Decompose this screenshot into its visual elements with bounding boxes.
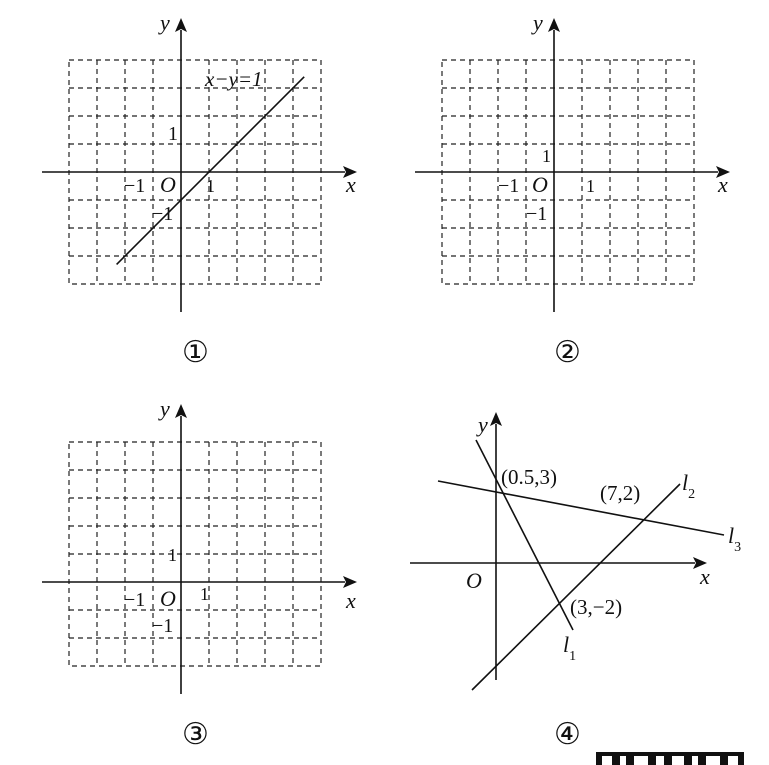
panel-4-label-l2-name: l [682,470,689,495]
panel-1-line-label: x−y=1 [205,67,263,91]
panel-1-x-label: x [346,172,356,197]
panel-1-tick-1-x: 1 [206,176,215,196]
panel-3-tick-1-x: 1 [200,584,209,604]
panel-2-y-label: y [533,10,543,35]
panel-1-tick-1-y: 1 [168,123,178,145]
panel-3-tick-1-y: 1 [168,545,177,565]
panel-2-y-arrow [548,18,560,32]
panel-1-marker: ① [182,336,209,369]
panel-2-tick-1-y: 1 [542,146,551,166]
watermark-logo [596,752,744,765]
panel-3-tick-neg1-y: −1 [152,615,174,637]
panel-4-origin-label: O [466,568,482,593]
panel-3-origin-label: O [160,586,176,611]
panel-2-x-label: x [718,172,728,197]
panel-4-point-label-a: (0.5,3) [501,465,557,489]
panel-3-marker: ③ [182,718,209,751]
panel-3-dashed-grid [69,442,321,666]
panel-2-marker: ② [554,336,581,369]
panel-4-three-lines [410,412,741,751]
panel-2-origin-label: O [532,172,548,197]
panel-4-label-l2-sub: 2 [688,487,696,502]
panel-3-coordinate-grid [42,396,357,751]
panel-4-label-l3-name: l [728,523,735,548]
panel-3-y-label: y [160,396,170,421]
panel-4-point-label-b: (7,2) [600,481,641,505]
panel-1-tick-neg1-y: −1 [152,203,174,225]
panel-4-label-l3-sub: 3 [734,540,742,555]
panel-1-line-x-minus-y-eq-1 [117,77,305,265]
panel-4-label-l3 [728,523,741,555]
panel-1-y-label: y [160,10,170,35]
panel-4-y-arrow [490,412,502,426]
panel-4-point-label-c: (3,−2) [570,595,623,619]
panel-1-origin-label: O [160,172,176,197]
panel-4-label-l1-sub: 1 [569,649,577,664]
panel-3-tick-neg1-x: −1 [124,589,146,611]
panel-2-tick-1-x: 1 [586,176,595,196]
panel-4-x-label: x [700,564,710,589]
panel-3-y-arrow [175,404,187,418]
panel-4-label-l1 [563,632,576,664]
panel-2-tick-neg1-y: −1 [526,203,548,225]
panel-4-label-l1-name: l [563,632,570,657]
panel-2-coordinate-grid [415,10,730,369]
panel-3-x-arrow [343,576,357,588]
panel-4-marker: ④ [554,718,581,751]
panel-4-label-l2 [682,470,695,502]
panel-1-tick-neg1-x: −1 [124,175,146,197]
panel-1-y-arrow [175,18,187,32]
panel-2-tick-neg1-x: −1 [498,175,520,197]
panel-4-y-label: y [478,412,488,437]
panel-1-coordinate-grid [42,10,357,369]
panel-3-x-label: x [346,588,356,613]
